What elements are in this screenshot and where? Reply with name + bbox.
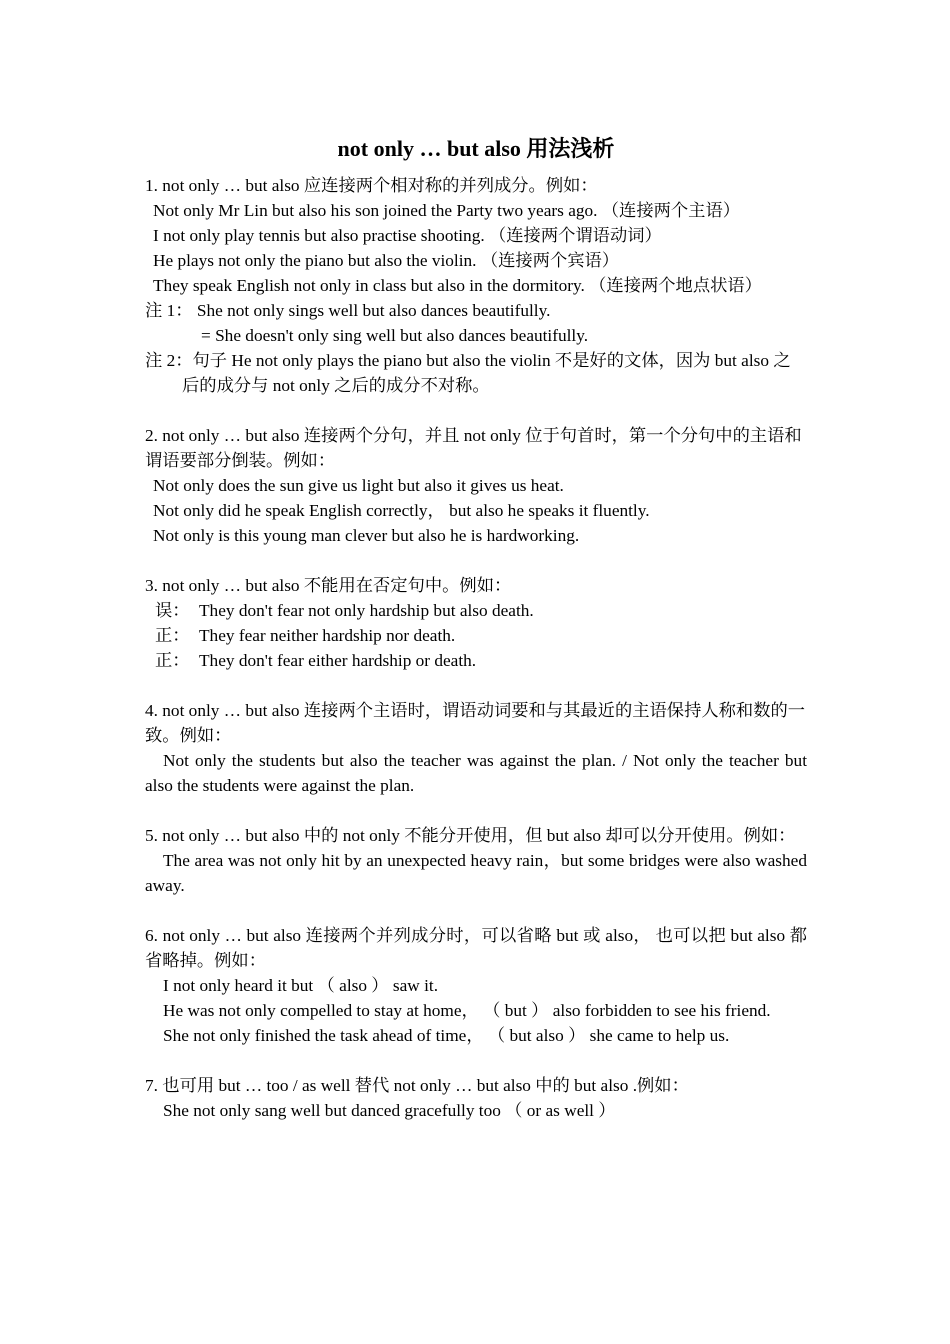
example-sentence: He plays not only the piano but also the violin. （连接两个宾语） bbox=[153, 251, 620, 270]
example-sentence: Not only is this young man clever but also he is hardworking. bbox=[153, 526, 580, 545]
section-1 bbox=[145, 173, 807, 398]
example-sentence: Not only the students but also the teacher was against the plan. / Not only the teacher but also the students were against the plan. bbox=[145, 751, 807, 795]
example-row bbox=[145, 648, 807, 673]
document-page bbox=[145, 134, 807, 1123]
example-sentence: He was not only compelled to stay at home， （ but ） also forbidden to see his friend. bbox=[163, 1001, 771, 1020]
example-sentence: Not only did he speak English correctly， but also he speaks it fluently. bbox=[153, 501, 650, 520]
example-sentence: They don't fear either hardship or death. bbox=[199, 651, 477, 670]
document-title: not only … but also 用法浅析 bbox=[337, 136, 615, 161]
section-2 bbox=[145, 423, 807, 548]
example-tag: 误： bbox=[155, 601, 190, 620]
section-5 bbox=[145, 823, 807, 898]
example-sentence: They speak English not only in class but also in the dormitory. （连接两个地点状语） bbox=[153, 276, 762, 295]
section-6 bbox=[145, 923, 807, 1048]
example-sentence: Not only Mr Lin but also his son joined the Party two years ago. （连接两个主语） bbox=[153, 201, 741, 220]
section-heading: 1. not only … but also 应连接两个相对称的并列成分。例如： bbox=[145, 176, 598, 195]
section-heading: 2. not only … but also 连接两个分句，并且 not only 位于句首时，第一个分句中的主语和谓语要部分倒装。例如： bbox=[145, 426, 802, 470]
section-heading: 6. not only … but also 连接两个并列成分时，可以省略 but 或 also， 也可以把 but also 都省略掉。例如： bbox=[145, 926, 807, 970]
example-sentence: She not only finished the task ahead of time， （ but also ） she came to help us. bbox=[163, 1026, 730, 1045]
section-heading: 3. not only … but also 不能用在否定句中。例如： bbox=[145, 576, 512, 595]
example-sentence: She not only sang well but danced gracefully too （ or as well ） bbox=[163, 1101, 616, 1120]
section-7 bbox=[145, 1073, 807, 1123]
spacer bbox=[145, 1048, 807, 1073]
note-2: 注 2：句子 He not only plays the piano but also the violin 不是好的文体，因为 but also 之后的成分与 not only 之后的成分不对称。 bbox=[145, 351, 791, 395]
note-1: 注 1： She not only sings well but also dances beautifully. bbox=[145, 301, 551, 320]
section-3 bbox=[145, 573, 807, 673]
example-sentence: They don't fear not only hardship but also death. bbox=[199, 601, 534, 620]
example-row bbox=[145, 598, 807, 623]
example-tag: 正： bbox=[155, 651, 190, 670]
example-tag: 正： bbox=[155, 626, 190, 645]
example-sentence: They fear neither hardship nor death. bbox=[199, 626, 456, 645]
example-sentence: Not only does the sun give us light but also it gives us heat. bbox=[153, 476, 564, 495]
spacer bbox=[145, 898, 807, 923]
example-row bbox=[145, 623, 807, 648]
section-heading: 5. not only … but also 中的 not only 不能分开使用，但 but also 却可以分开使用。例如： bbox=[145, 826, 796, 845]
spacer bbox=[145, 398, 807, 423]
note-1-equivalent: = She doesn't only sing well but also dances beautifully. bbox=[201, 326, 589, 345]
example-sentence: I not only heard it but （ also ） saw it. bbox=[163, 976, 439, 995]
section-heading: 7. 也可用 but … too / as well 替代 not only … but also 中的 but also .例如： bbox=[145, 1076, 689, 1095]
example-sentence: The area was not only hit by an unexpected heavy rain，but some bridges were also washed away. bbox=[145, 851, 807, 895]
spacer bbox=[145, 673, 807, 698]
section-heading: 4. not only … but also 连接两个主语时，谓语动词要和与其最近的主语保持人称和数的一致。例如： bbox=[145, 701, 806, 745]
spacer bbox=[145, 548, 807, 573]
spacer bbox=[145, 798, 807, 823]
section-4 bbox=[145, 698, 807, 798]
example-sentence: I not only play tennis but also practise shooting. （连接两个谓语动词） bbox=[153, 226, 662, 245]
